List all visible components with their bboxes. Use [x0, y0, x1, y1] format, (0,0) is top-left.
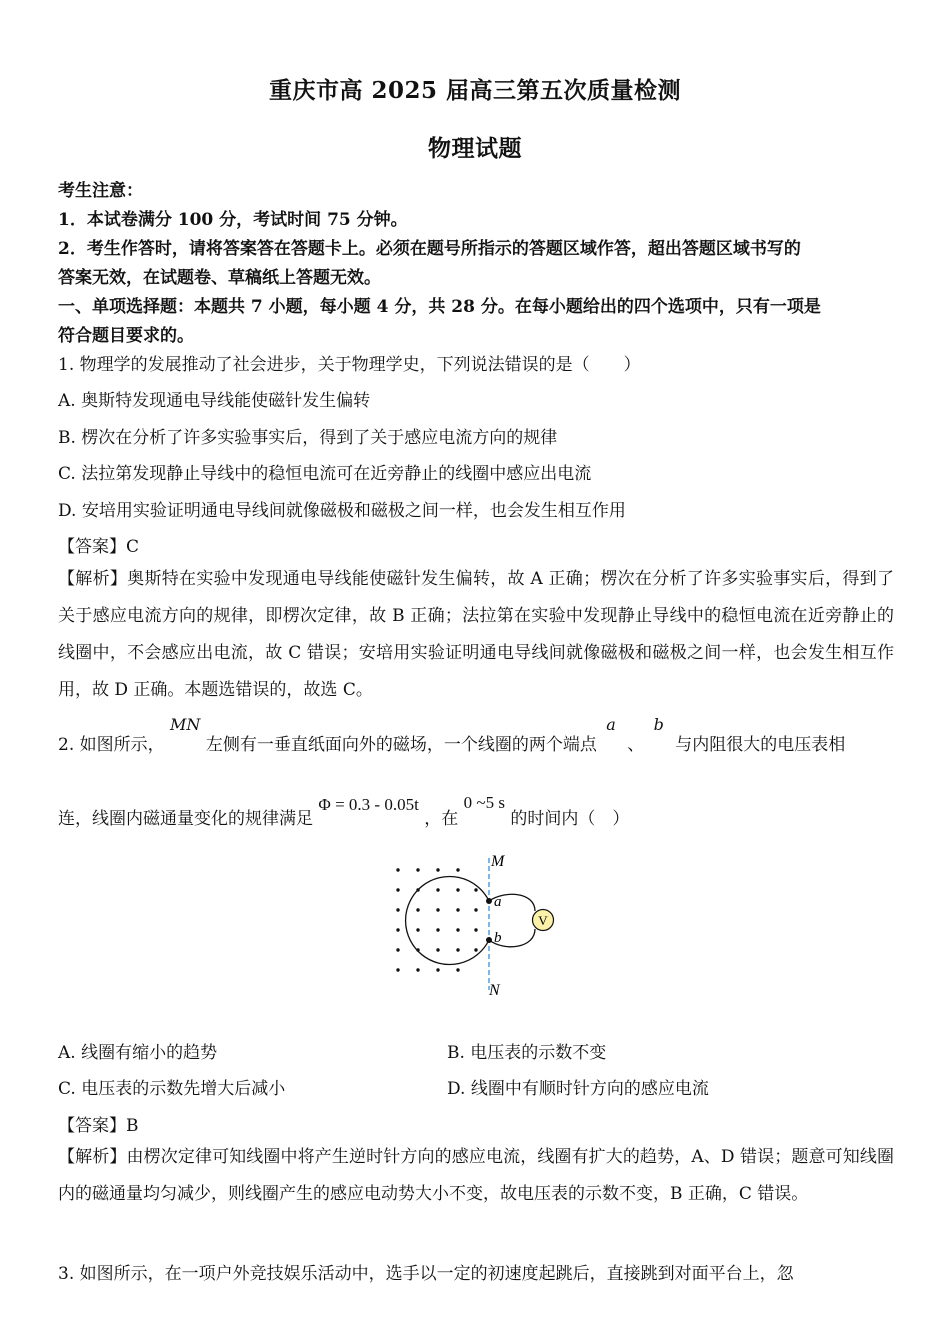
notice-item-1: 1．本试卷满分 100 分，考试时间 75 分钟。 — [58, 210, 408, 230]
label-n: N — [489, 982, 500, 999]
q2-analysis: 【解析】由楞次定律可知线圈中将产生逆时针方向的感应电流，线圈有扩大的趋势，A、D 错误；题意可知线圈内的磁通量均匀减少，则线圈产生的感应电动势大小不变，故电压表的示数不变，B 正确，C 错误。 — [58, 1147, 894, 1204]
label-b: b — [494, 930, 502, 946]
q2-option-b: B. 电压表的示数不变 — [447, 1043, 607, 1063]
q1-option-a: A. 奥斯特发现通电导线能使磁针发生偏转 — [58, 391, 371, 411]
q2-stem-part4: 连，线圈内磁通量变化的规律满足 — [58, 809, 313, 829]
q2-a-label: a — [606, 715, 616, 734]
notice-item-2b: 答案无效，在试题卷、草稿纸上答题无效。 — [58, 268, 381, 288]
q2-option-d: D. 线圈中有顺时针方向的感应电流 — [447, 1079, 709, 1099]
q2-stem-line2 — [58, 786, 629, 836]
q1-option-b: B. 楞次在分析了许多实验事实后，得到了关于感应电流方向的规律 — [58, 428, 558, 448]
q2-option-c: C. 电压表的示数先增大后减小 — [58, 1079, 286, 1099]
label-a: a — [494, 894, 502, 910]
notice-item-2a: 2．考生作答时，请将答案答在答题卡上。必须在题号所指示的答题区域作答，超出答题区域书写的 — [58, 239, 801, 259]
q2-stem-part2: 左侧有一垂直纸面向外的磁场，一个线圈的两个端点 — [205, 735, 597, 755]
label-m: M — [491, 853, 505, 870]
q1-option-d: D. 安培用实验证明通电导线间就像磁极和磁极之间一样，也会发生相互作用 — [58, 501, 626, 521]
q1-answer: 【答案】C — [58, 537, 140, 557]
q2-option-a: A. 线圈有缩小的趋势 — [58, 1043, 218, 1063]
magnetic-field-dots — [396, 868, 477, 971]
q1-option-c: C. 法拉第发现静止导线中的稳恒电流可在近旁静止的线圈中感应出电流 — [58, 464, 592, 484]
section-heading-b: 符合题目要求的。 — [58, 326, 194, 346]
q1-analysis: 【解析】奥斯特在实验中发现通电导线能使磁针发生偏转，故 A 正确；楞次在分析了许多实验事实后，得到了关于感应电流方向的规律，即楞次定律，故 B 正确；法拉第在实验中发现静止导线中的稳恒电流在近旁静止的线圈中，不会感应出电流，故 C 错误；安培用实验证明通电导线间就像磁极和磁极之间一样，也会发生相互作用，故 D 正确。本题选错误的，故选 C。 — [58, 569, 894, 700]
q2-answer: 【答案】B — [58, 1116, 139, 1136]
q2-separator: 、 — [627, 735, 645, 755]
q2-time-interval: 0 ~5 s — [463, 793, 505, 812]
q2-mn-label: MN — [170, 715, 201, 734]
q2-stem-part1: 2. 如图所示， — [58, 735, 165, 755]
page-subtitle: 物理试题 — [428, 135, 522, 162]
q2-stem-part6: 的时间内（ ） — [510, 809, 630, 829]
section-heading-a: 一、单项选择题：本题共 7 小题，每小题 4 分，共 28 分。在每小题给出的四个选项中，只有一项是 — [58, 297, 821, 317]
q2-coil-diagram — [385, 848, 565, 1000]
q1-stem: 1. 物理学的发展推动了社会进步，关于物理学史，下列说法错误的是（ ） — [58, 355, 641, 375]
q2-stem-part3: 与内阻很大的电压表相 — [675, 735, 846, 755]
page-title: 重庆市高 2025 届高三第五次质量检测 — [268, 77, 682, 104]
q3-stem: 3. 如图所示，在一项户外竞技娱乐活动中，选手以一定的初速度起跳后，直接跳到对面平台上，忽 — [58, 1264, 794, 1284]
q2-stem-line1 — [58, 712, 845, 772]
terminal-b-dot — [486, 937, 492, 943]
voltmeter-label: V — [538, 913, 548, 928]
terminal-a-dot — [486, 898, 492, 904]
notice-heading: 考生注意： — [58, 181, 143, 201]
q2-flux-formula: Φ = 0.3 - 0.05t — [318, 795, 419, 814]
q2-b-label: b — [653, 715, 664, 734]
q2-stem-part5: ，在 — [424, 809, 459, 829]
